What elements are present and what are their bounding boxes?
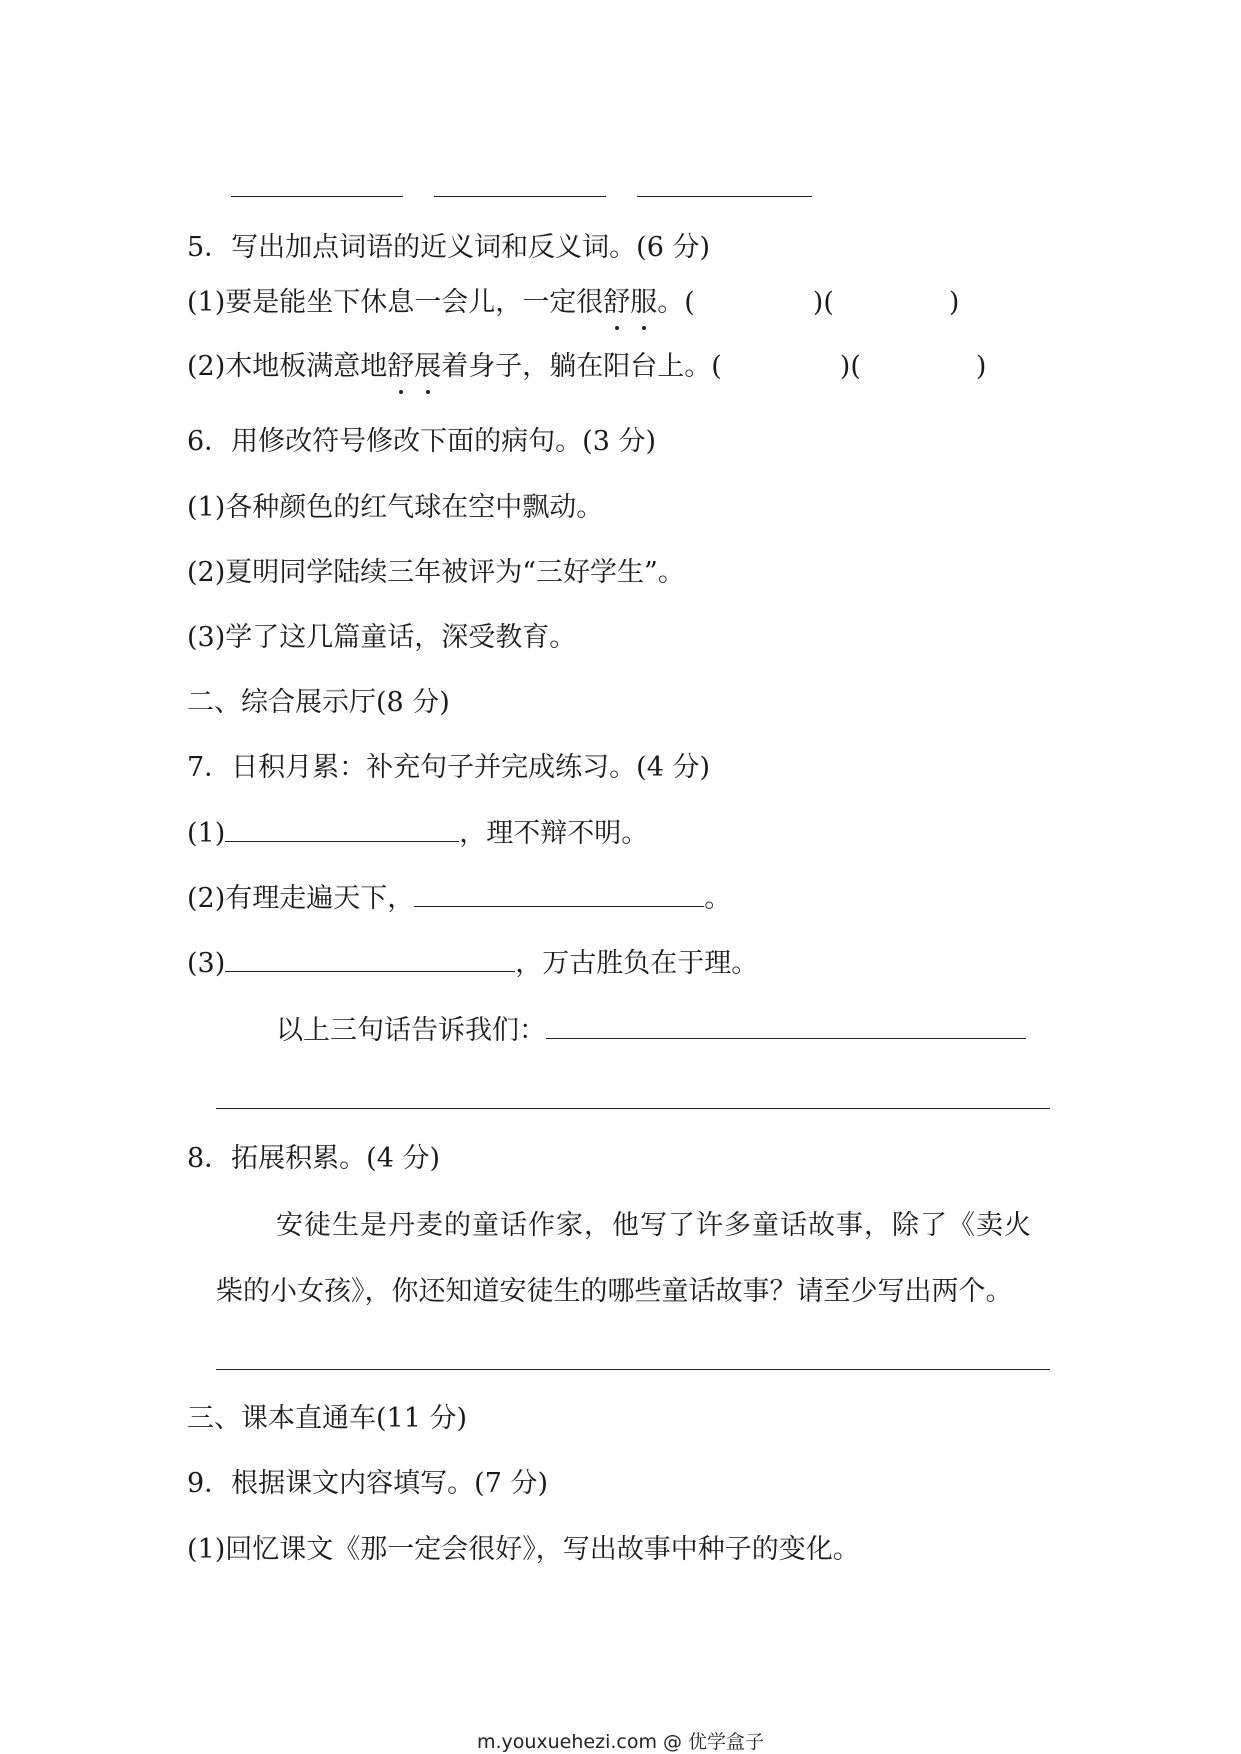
q9-title: 9．根据课文内容填写。(7 分) xyxy=(187,1468,549,1499)
q7-answer-line[interactable] xyxy=(216,1108,1050,1109)
section-3-title: 三、课本直通车(11 分) xyxy=(187,1403,468,1434)
q6-title: 6．用修改符号修改下面的病句。(3 分) xyxy=(187,426,657,457)
answer-blank-1[interactable] xyxy=(231,196,403,197)
q5-item-2-mid-paren: )( xyxy=(839,351,861,382)
q7-item-1 xyxy=(187,815,648,852)
q7-item-3-text: ，万古胜负在于理。 xyxy=(515,948,759,979)
q7-item-2-end: 。 xyxy=(704,883,732,914)
answer-blank-2[interactable] xyxy=(434,196,606,197)
q7-item-2 xyxy=(187,880,731,917)
dotted-char: 展 xyxy=(414,349,441,385)
q7-item-3 xyxy=(187,945,758,982)
q8-title: 8．拓展积累。(4 分) xyxy=(187,1143,441,1174)
q9-item-1: (1)回忆课文《那一定会很好》，写出故事中种子的变化。 xyxy=(187,1534,860,1565)
q7-item-3-blank[interactable] xyxy=(225,945,515,972)
q7-item-1-text: ，理不辩不明。 xyxy=(459,818,649,849)
q5-item-1-mid-paren: )( xyxy=(812,287,834,318)
footer-watermark: m.youxuehezi.com @ 优学盒子 xyxy=(476,1731,765,1753)
dotted-char: 舒 xyxy=(387,349,414,385)
answer-blank-3[interactable] xyxy=(637,196,812,197)
q7-title: 7．日积月累：补充句子并完成练习。(4 分) xyxy=(187,752,711,783)
q8-answer-line[interactable] xyxy=(216,1369,1050,1370)
q7-summary xyxy=(276,1012,1026,1049)
q5-item-1 xyxy=(187,285,959,321)
q5-item-2-close-paren: ) xyxy=(975,351,987,382)
q5-item-1-text: (1)要是能坐下休息一会儿，一定很 xyxy=(187,287,604,318)
q7-item-1-blank[interactable] xyxy=(225,815,459,842)
q7-item-2-text: (2)有理走遍天下， xyxy=(187,883,415,914)
q7-item-2-blank[interactable] xyxy=(414,880,704,907)
q6-item-2: (2)夏明同学陆续三年被评为“三好学生”。 xyxy=(187,557,685,588)
section-2-title: 二、综合展示厅(8 分) xyxy=(187,687,450,718)
q8-paragraph-line-2: 柴的小女孩》，你还知道安徒生的哪些童话故事？请至少写出两个。 xyxy=(216,1276,1013,1307)
q5-item-2-text: (2)木地板满意地 xyxy=(187,351,388,382)
q6-item-1: (1)各种颜色的红气球在空中飘动。 xyxy=(187,492,604,523)
q5-item-2 xyxy=(187,349,986,385)
dotted-char: 服 xyxy=(630,285,657,321)
q7-summary-label: 以上三句话告诉我们： xyxy=(276,1015,546,1046)
q5-item-1-close-paren: ) xyxy=(948,287,960,318)
q5-item-1-open-paren: 。( xyxy=(657,287,695,318)
q7-item-1-prefix: (1) xyxy=(187,818,226,849)
q7-summary-blank[interactable] xyxy=(546,1012,1026,1039)
q7-item-3-prefix: (3) xyxy=(187,948,226,979)
q5-item-2-open-paren: 着身子，躺在阳台上。( xyxy=(441,351,722,382)
q6-item-3: (3)学了这几篇童话，深受教育。 xyxy=(187,622,577,653)
q8-paragraph-line-1: 安徒生是丹麦的童话作家，他写了许多童话故事，除了《卖火 xyxy=(276,1210,1032,1241)
dotted-char: 舒 xyxy=(603,285,630,321)
q5-title: 5．写出加点词语的近义词和反义词。(6 分) xyxy=(187,232,711,263)
